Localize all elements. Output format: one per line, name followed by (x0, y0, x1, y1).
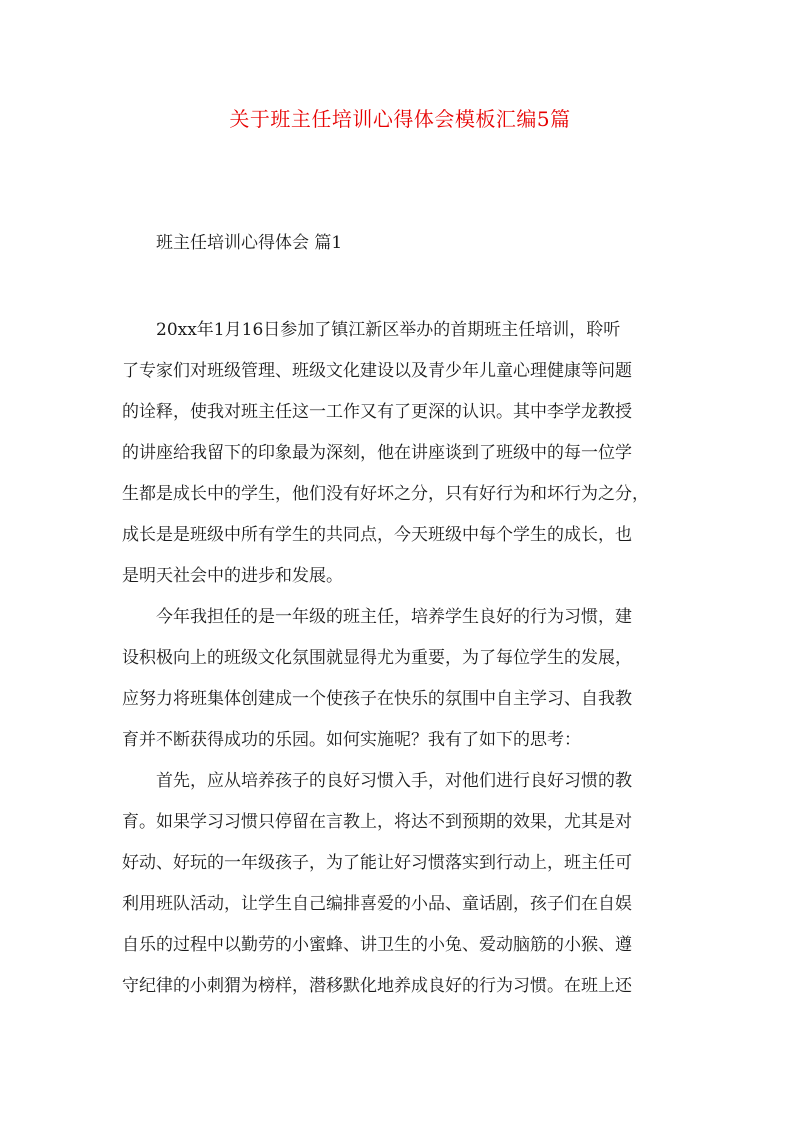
text-line: 首先，应从培养孩子的良好习惯入手，对他们进行良好习惯的教 (156, 771, 632, 791)
body-text (122, 310, 684, 1007)
text-line: 利用班队活动，让学生自己编排喜爱的小品、童话剧，孩子们在自娱 (122, 894, 632, 914)
text-line: 了专家们对班级管理、班级文化建设以及青少年儿童心理健康等问题 (122, 361, 632, 381)
text-line: 生都是成长中的学生，他们没有好坏之分，只有好行为和坏行为之分， (122, 484, 649, 504)
text-line: 的讲座给我留下的印象最为深刻，他在讲座谈到了班级中的每一位学 (122, 443, 632, 463)
text-line: 20xx年1月16日参加了镇江新区举办的首期班主任培训，聆听 (156, 320, 621, 340)
document-title: 关于班主任培训心得体会模板汇编5篇 (229, 107, 571, 131)
text-line: 是明天社会中的进步和发展。 (122, 566, 343, 586)
text-line: 守纪律的小刺猬为榜样，潜移默化地养成良好的行为习惯。在班上还 (122, 976, 632, 996)
text-line: 的诠释，使我对班主任这一工作又有了更深的认识。其中李学龙教授 (122, 402, 632, 422)
text-line: 应努力将班集体创建成一个使孩子在快乐的氛围中自主学习、自我教 (122, 689, 632, 709)
text-line: 今年我担任的是一年级的班主任，培养学生良好的行为习惯，建 (156, 607, 632, 627)
text-line: 育并不断获得成功的乐园。如何实施呢？我有了如下的思考： (122, 730, 581, 750)
text-line: 好动、好玩的一年级孩子，为了能让好习惯落实到行动上，班主任可 (122, 853, 632, 873)
text-line: 成长是是班级中所有学生的共同点，今天班级中每个学生的成长，也 (122, 525, 632, 545)
section-heading: 班主任培训心得体会 篇1 (156, 233, 343, 253)
text-line: 自乐的过程中以勤劳的小蜜蜂、讲卫生的小兔、爱动脑筋的小猴、遵 (122, 935, 632, 955)
text-line: 设积极向上的班级文化氛围就显得尤为重要，为了每位学生的发展， (122, 648, 632, 668)
text-line: 育。如果学习习惯只停留在言教上，将达不到预期的效果，尤其是对 (122, 812, 632, 832)
